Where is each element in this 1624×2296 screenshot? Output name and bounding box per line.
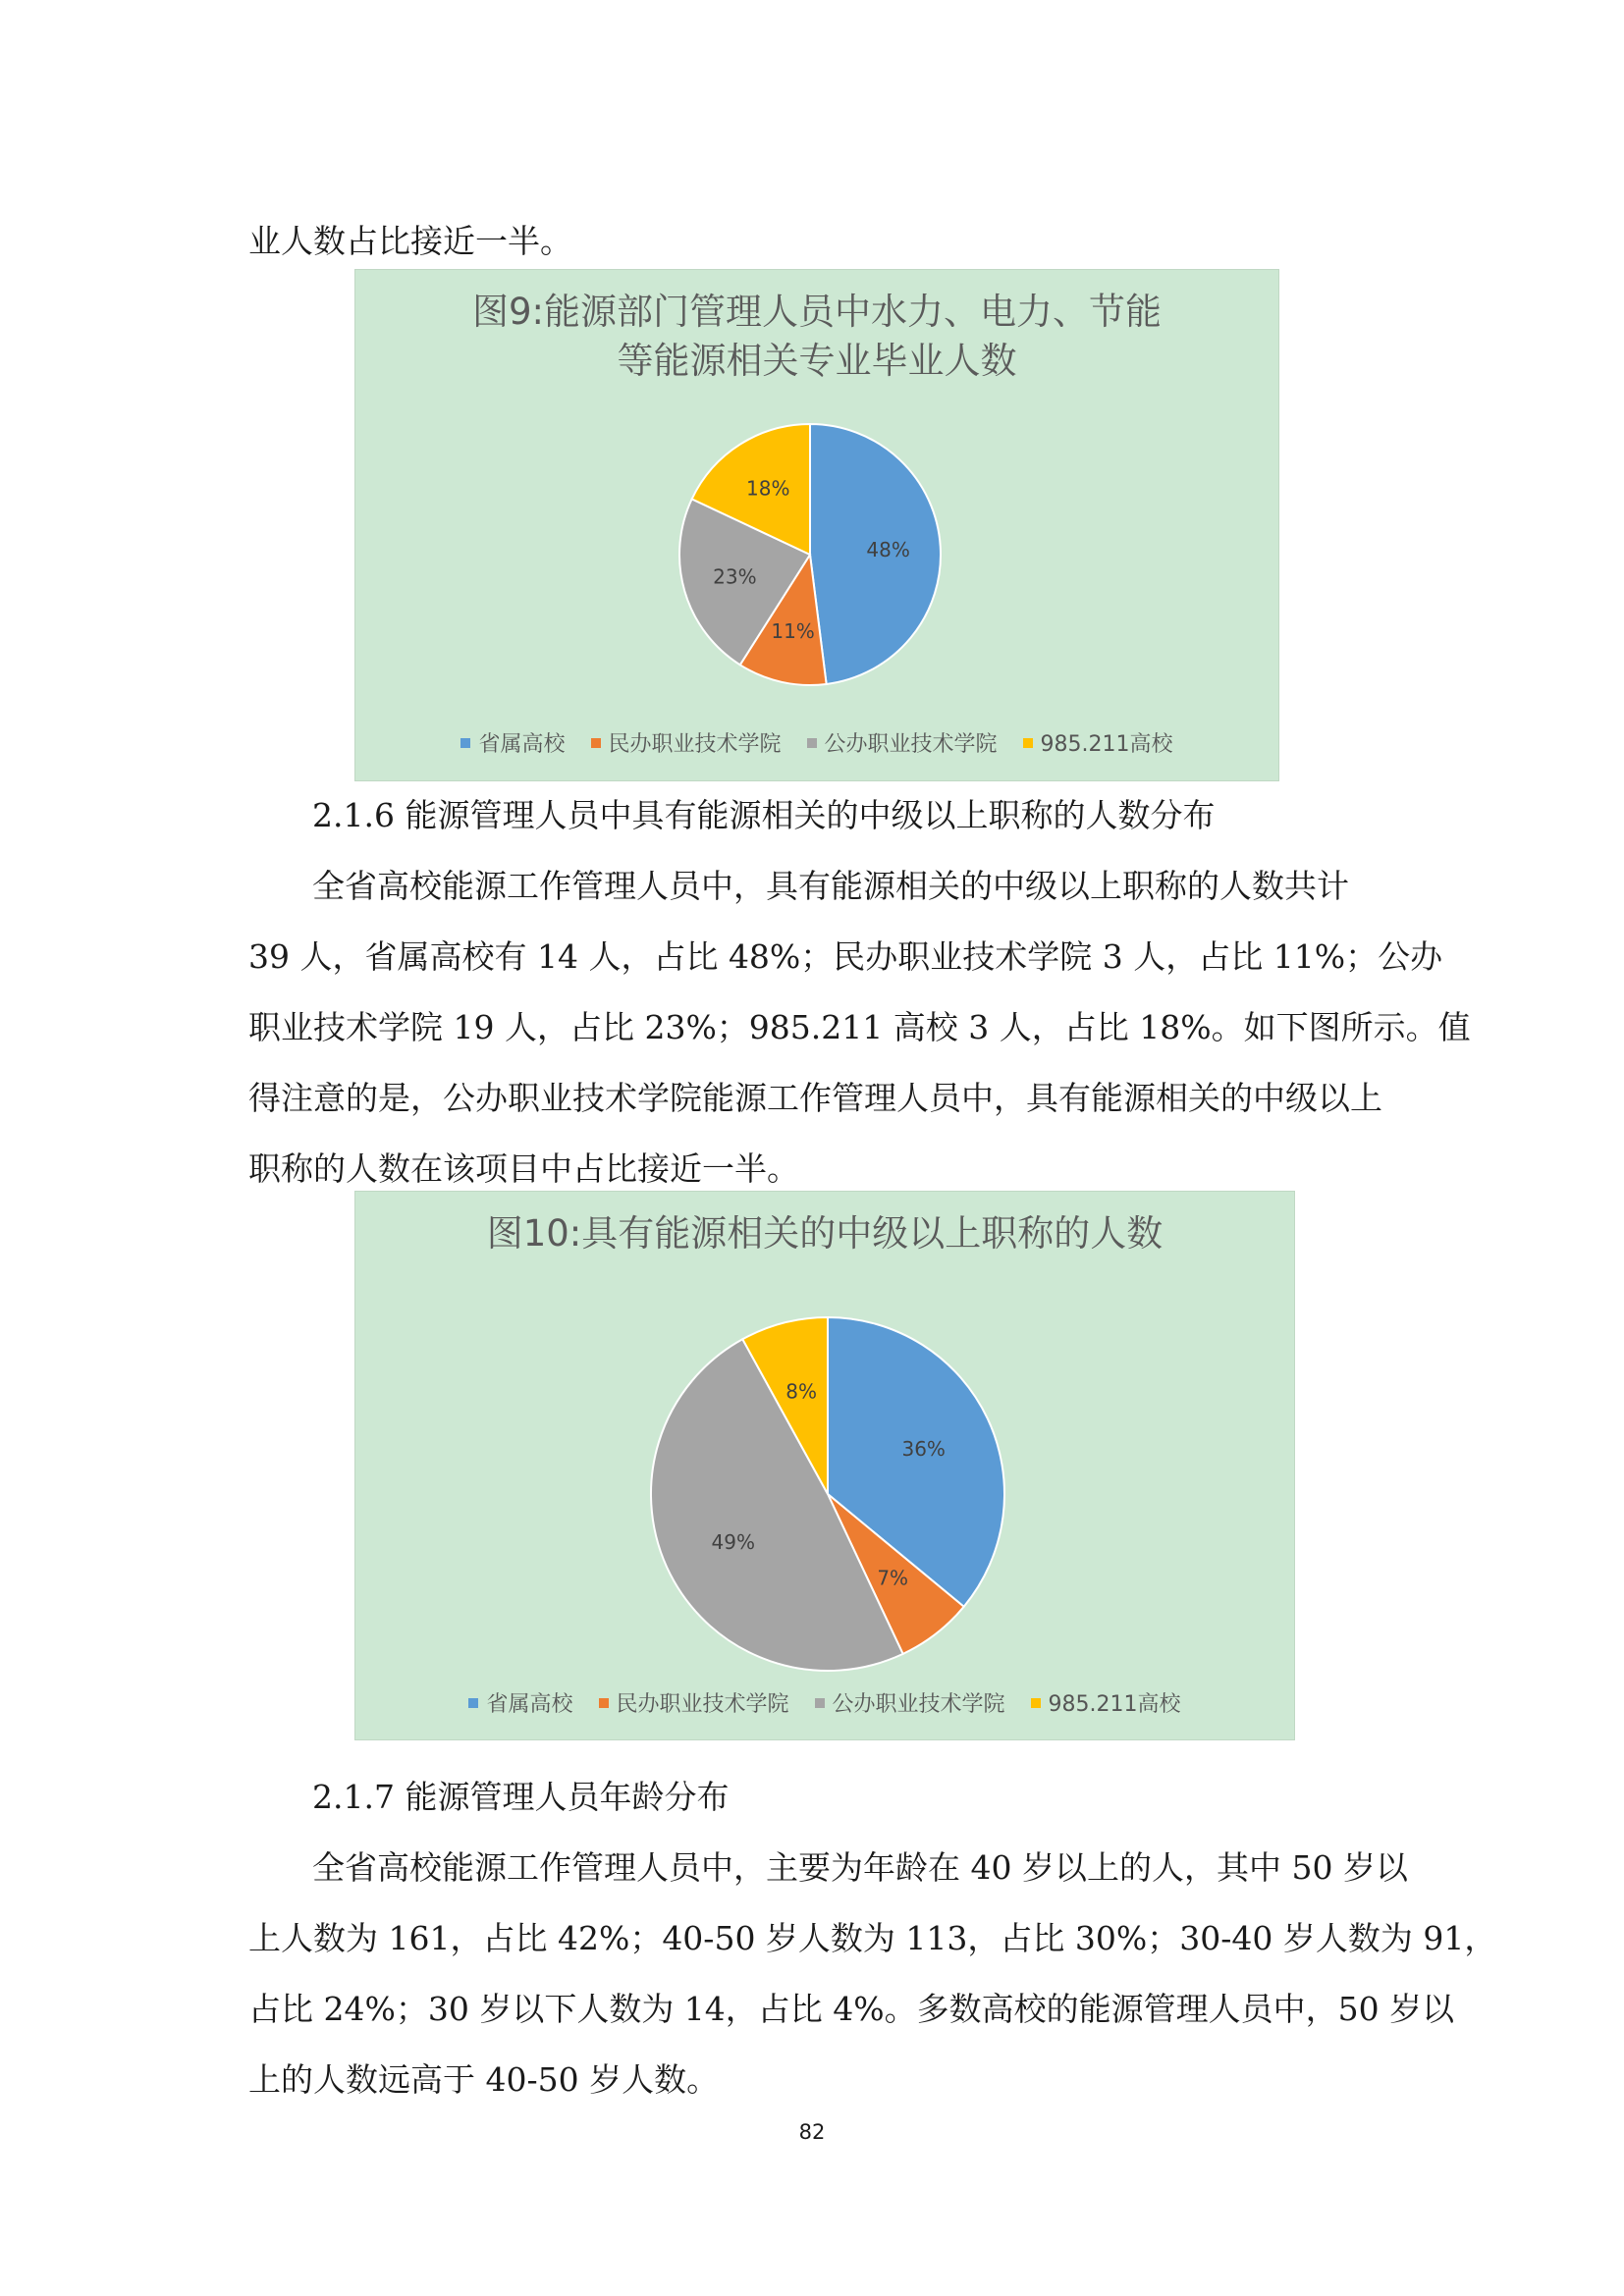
legend-swatch	[1023, 738, 1033, 748]
chart-subtitle: 等能源相关专业毕业人数	[617, 340, 1017, 382]
legend-item	[815, 1687, 1005, 1718]
legend-item	[460, 727, 565, 758]
legend-item	[599, 1687, 789, 1718]
legend-swatch	[815, 1698, 825, 1708]
paragraph-line: 上的人数远高于 40-50 岁人数。	[248, 2060, 720, 2099]
slice-label: 36%	[901, 1437, 946, 1462]
legend-label: 省属高校	[486, 1692, 573, 1717]
slice-label: 23%	[713, 564, 757, 589]
pie-svg	[355, 270, 1280, 782]
paragraph-line: 全省高校能源工作管理人员中，具有能源相关的中级以上职称的人数共计	[312, 867, 1349, 905]
paragraph-line: 全省高校能源工作管理人员中，主要为年龄在 40 岁以上的人，其中 50 岁以	[312, 1848, 1408, 1887]
chart-title: 图10:具有能源相关的中级以上职称的人数	[486, 1212, 1164, 1255]
slice-label: 11%	[771, 618, 815, 643]
legend-label: 省属高校	[478, 732, 566, 757]
legend-label: 985.211高校	[1040, 732, 1173, 757]
legend-swatch	[460, 738, 470, 748]
legend-label: 民办职业技术学院	[608, 732, 782, 757]
legend-label: 公办职业技术学院	[824, 732, 998, 757]
slice-label: 8%	[785, 1379, 818, 1404]
legend-item	[807, 727, 998, 758]
legend-label: 公办职业技术学院	[832, 1692, 1005, 1717]
paragraph-line: 上人数为 161，占比 42%；40-50 岁人数为 113，占比 30%；30-40 岁人数为 91，	[248, 1919, 1497, 1957]
section-heading: 2.1.7 能源管理人员年龄分布	[312, 1778, 730, 1816]
chart-legend	[355, 727, 1278, 758]
chart-title: 图9:能源部门管理人员中水力、电力、节能	[471, 291, 1162, 333]
paragraph-line: 占比 24%；30 岁以下人数为 14，占比 4%。多数高校的能源管理人员中，50 岁以	[248, 1990, 1455, 2028]
legend-swatch	[591, 738, 601, 748]
paragraph-line: 职业技术学院 19 人，占比 23%；985.211 高校 3 人，占比 18%。如下图所示。值	[248, 1008, 1471, 1046]
slice-label: 49%	[711, 1530, 755, 1555]
legend-label: 985.211高校	[1048, 1692, 1181, 1717]
paragraph-line: 39 人，省属高校有 14 人，占比 48%；民办职业技术学院 3 人，占比 11%；公办	[248, 937, 1443, 976]
pie-svg	[355, 1192, 1296, 1741]
slice-label: 18%	[746, 476, 790, 501]
legend-item	[1023, 727, 1173, 758]
pie-chart-9	[354, 269, 1279, 781]
legend-swatch	[807, 738, 817, 748]
paragraph-line: 职称的人数在该项目中占比接近一半。	[248, 1149, 799, 1188]
legend-swatch	[1031, 1698, 1041, 1708]
paragraph-line: 得注意的是，公办职业技术学院能源工作管理人员中，具有能源相关的中级以上	[248, 1079, 1382, 1117]
legend-swatch	[468, 1698, 478, 1708]
legend-item	[1031, 1687, 1181, 1718]
page-number: 82	[798, 2120, 826, 2144]
slice-label: 7%	[877, 1566, 909, 1590]
section-heading: 2.1.6 能源管理人员中具有能源相关的中级以上职称的人数分布	[312, 796, 1216, 834]
paragraph-line: 业人数占比接近一半。	[248, 222, 572, 260]
legend-item	[591, 727, 782, 758]
chart-legend	[355, 1687, 1294, 1718]
legend-label: 民办职业技术学院	[616, 1692, 789, 1717]
legend-swatch	[599, 1698, 609, 1708]
legend-item	[468, 1687, 572, 1718]
slice-label: 48%	[866, 537, 910, 561]
pie-chart-10	[354, 1191, 1295, 1740]
